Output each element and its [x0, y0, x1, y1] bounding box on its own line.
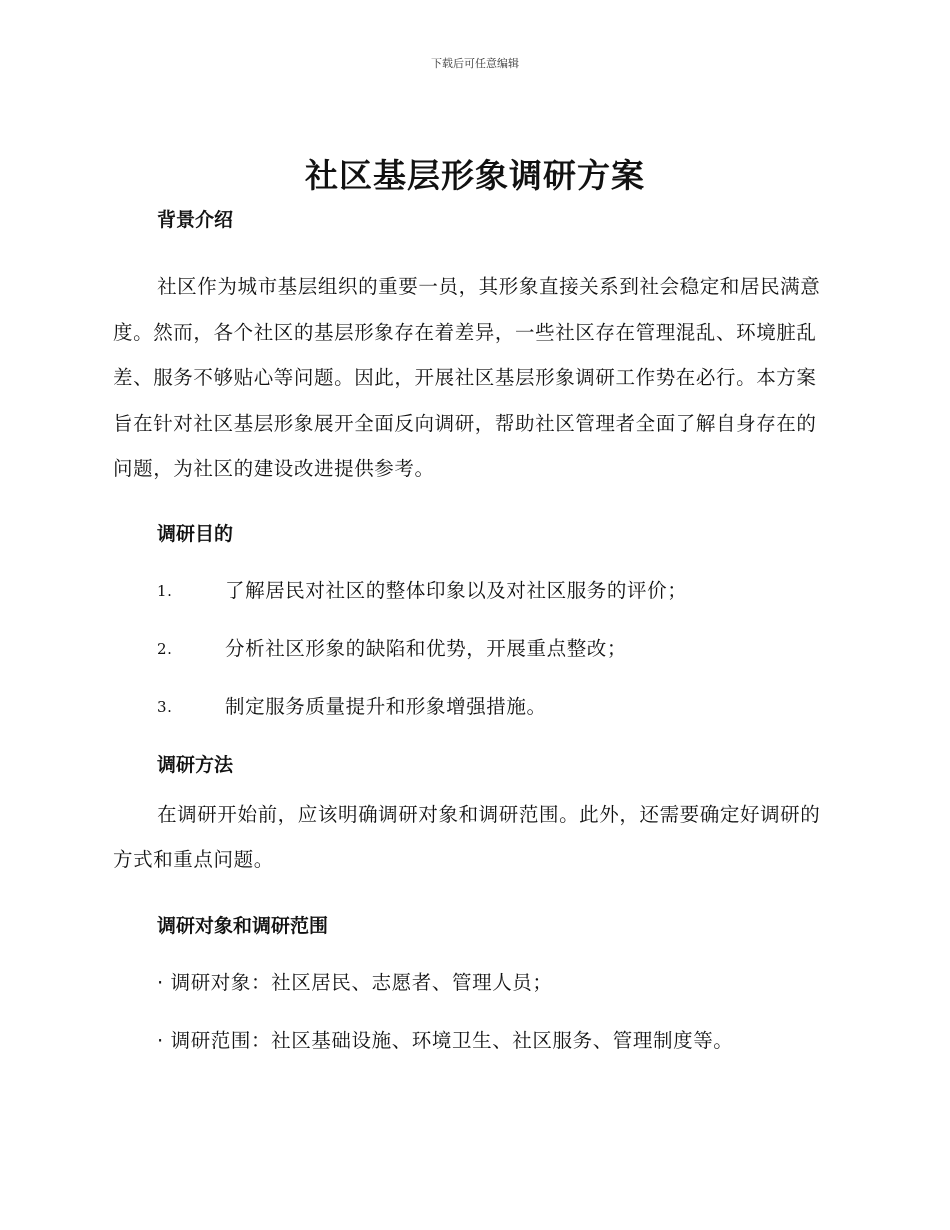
section-heading-method: 调研方法 [157, 753, 234, 776]
bullet-item: · 调研范围：社区基础设施、环境卫生、社区服务、管理制度等。 [157, 1028, 734, 1052]
method-paragraph: 在调研开始前，应该明确调研对象和调研范围。此外，还需要确定好调研的方式和重点问题。 [113, 802, 821, 871]
section-heading-purpose: 调研目的 [157, 522, 234, 545]
document-body [113, 205, 831, 1056]
list-item-number: 3. [157, 697, 173, 716]
document-title: 社区基层形象调研方案 [305, 156, 645, 195]
bullet-item: · 调研对象：社区居民、志愿者、管理人员； [157, 970, 553, 994]
section-heading-scope: 调研对象和调研范围 [157, 914, 329, 937]
section-heading-background: 背景介绍 [157, 209, 234, 231]
list-item-text: 制定服务质量提升和形象增强措施。 [225, 694, 547, 718]
list-item [113, 576, 831, 606]
list-item [113, 634, 831, 664]
list-item-text: 了解居民对社区的整体印象以及对社区服务的评价； [225, 578, 688, 602]
list-item [113, 692, 831, 722]
header-note: 下载后可任意编辑 [431, 57, 519, 70]
scope-list [113, 968, 831, 1056]
list-item-text: 分析社区形象的缺陷和优势，开展重点整改； [225, 636, 628, 660]
list-item-number: 1. [157, 581, 173, 600]
list-item-number: 2. [157, 639, 173, 658]
purpose-list [113, 576, 831, 722]
background-paragraph: 社区作为城市基层组织的重要一员，其形象直接关系到社会稳定和居民满意度。然而，各个社区的基层形象存在着差异，一些社区存在管理混乱、环境脏乱差、服务不够贴心等问题。因此，开展社区基层形象调研工作势在必行。本方案旨在针对社区基层形象展开全面反向调研，帮助社区管理者全面了解自身存在的问题，为社区的建设改进提供参考。 [113, 275, 821, 480]
